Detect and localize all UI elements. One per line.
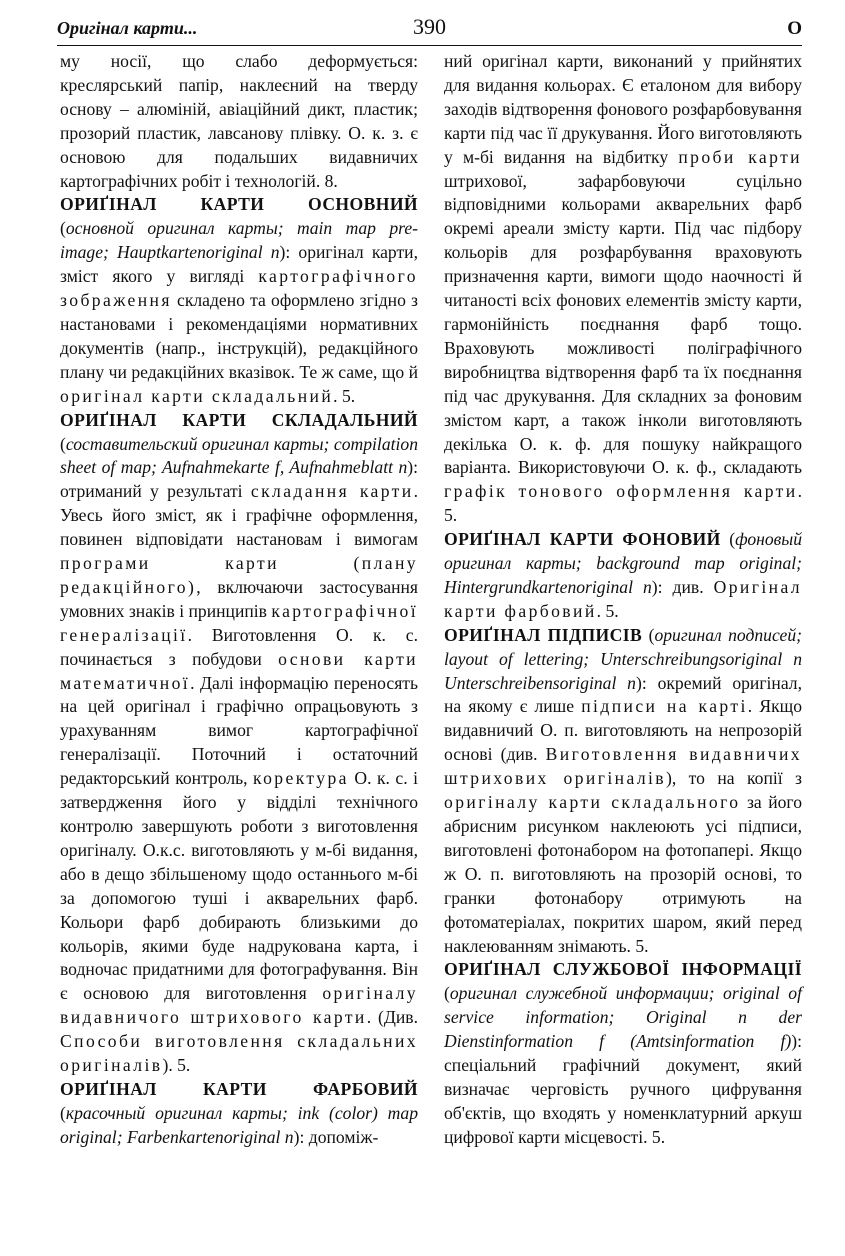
cross-reference: оригіналу карти складального bbox=[444, 792, 741, 813]
entry-equivalents: составительский оригинал карты; compilation sheet of map; Aufnahmekarte f, Aufnahmeblatt n bbox=[60, 433, 418, 478]
section-letter: О bbox=[787, 18, 802, 39]
entry-text: . 5. bbox=[596, 600, 619, 621]
cross-reference: складання карти bbox=[250, 481, 414, 502]
dictionary-entry bbox=[60, 193, 418, 408]
entry-text: ): допоміж- bbox=[293, 1126, 379, 1147]
entry-text: , включаючи застосування умовних знаків і принципів bbox=[60, 576, 418, 621]
entry-text: ): отриманий у результаті bbox=[60, 457, 418, 502]
entry-text: ): окремий оригінал, на якому є лише bbox=[444, 672, 802, 717]
entry-text: . 5. bbox=[333, 385, 356, 406]
cross-reference: підписи на карті bbox=[581, 696, 748, 717]
entry-term: ОРИҐІНАЛ ПІДПИСІВ bbox=[444, 624, 643, 645]
dictionary-entry bbox=[60, 409, 418, 1078]
entry-equivalents: основной оригинал карты; main map pre-image; Hauptkartenoriginal n bbox=[60, 218, 418, 263]
entry-term: ОРИҐІНАЛ СЛУЖБОВОЇ ІНФОРМАЦІЇ bbox=[444, 959, 802, 980]
entry-equivalents: оригинал подписей; layout of lettering; Unterschreibungsoriginal n Unterschreibensoriginal n bbox=[444, 624, 803, 693]
entry-text: ний оригінал карти, виконаний у прийнятих для видання кольорах. Є еталоном для вибору заходів відтворення фонового розфарбовування карти під час її друкування. Його виготовляють у м-бі видання на відбитку bbox=[444, 51, 802, 167]
entry-text: ), то на копії з bbox=[666, 768, 802, 789]
cross-reference: коректура bbox=[253, 768, 349, 789]
entry-text: . (Див. bbox=[366, 1007, 419, 1028]
cross-reference: графік тонового оформлення карти bbox=[444, 481, 798, 502]
entry-text: му носії, що слабо деформується: креслярський папір, наклеєний на тверду основу – алюміній, авіаційний дикт, пластик; прозорий пластик, лавсанову плівку. О. к. з. є основою для подальших видавничих картографічних робіт і технологій. 8. bbox=[60, 51, 418, 191]
entry-equivalents: оригинал служебной информации; original of service information; Original n der Dienstinformation f (Amtsinformation f) bbox=[444, 983, 802, 1052]
cross-reference: оригінал карти складальний bbox=[60, 385, 334, 406]
dictionary-entry bbox=[444, 624, 802, 959]
cross-reference: Способи виготовлення складальних оригіналів bbox=[60, 1031, 418, 1076]
entry-text: ( bbox=[60, 433, 66, 454]
header-rule bbox=[57, 45, 802, 46]
entry-term: ОРИҐІНАЛ КАРТИ ФАРБОВИЙ bbox=[60, 1078, 418, 1099]
dictionary-entry bbox=[444, 958, 802, 1149]
cross-reference: програми карти (плану редакційного) bbox=[60, 553, 418, 597]
entry-text: ( bbox=[60, 1102, 66, 1123]
running-header bbox=[57, 14, 802, 42]
entry-text: . Далі інформацію переносять на цей оригінал і графічно опрацьовують з урахуванням вимог картографічної генералізації. Поточний і остаточний редакторський контроль, bbox=[60, 672, 418, 789]
entry-text: ). 5. bbox=[162, 1055, 191, 1076]
cross-reference: оригіналу видавничого штрихового карти bbox=[60, 983, 418, 1028]
left-column bbox=[60, 50, 418, 1150]
entry-text: О. к. с. і затвердження його у відділі технічного контролю завершують роботи з виготовлення оригіналу. О.к.с. виготовляють у м-бі видання, або в дещо збільшеному щодо останнього м-бі за допомогою туші і акварельних фарб. Кольори фарб добирають близькими до кольорів, якими буде надрукована карта, і водночас придатними для фотографування. Він є основою для виготовлення bbox=[60, 768, 418, 1004]
entry-term: ОРИҐІНАЛ КАРТИ ФОНОВИЙ bbox=[444, 529, 721, 550]
entry-text: штрихової, зафарбовуючи суцільно відповідними кольорами акварельних фарб окремі ареали змісту карти. Під час підбору кольорів для розфарбування враховують призначення карти, вимоги щодо наочності й читаності всіх фонових елементів змісту карти, гармонійність поєднання фарб тощо. Враховують можливості поліграфічного виробництва відтворення фарб та їх поєднання під час друкування. Для складних за фоновим змістом карт, а також інколи виготовляють декілька О. к. ф. для пошуку найкращого варіанта. Використовуючи О. к. ф., складають bbox=[444, 170, 802, 478]
entry-equivalents: красочный оригинал карты; ink (color) map original; Farbenkartenoriginal n bbox=[60, 1102, 418, 1147]
running-title: Оригінал карти... bbox=[57, 18, 198, 38]
cross-reference: картографічної генералізації bbox=[60, 600, 418, 645]
page-number: 390 bbox=[413, 14, 446, 39]
entry-text: . Якщо видавничий О. п. виготовляють на непрозорій основі (див. bbox=[444, 696, 802, 765]
entry-text: ): див. bbox=[651, 576, 714, 597]
cross-reference: проби карти bbox=[678, 146, 802, 167]
entry-text: ): оригінал карти, зміст якого у вигляді bbox=[60, 242, 418, 287]
entry-equivalents: фоновый оригинал карты; background map original; Hintergrundkartenoriginal n bbox=[444, 529, 802, 597]
entry-text: складено та оформлено згідно з настановами і рекомендаціями нормативних документів (напр., інструкцій), редакційного плану чи редакційних вказівок. Те ж саме, що й bbox=[60, 290, 418, 382]
entry-text: ( bbox=[444, 983, 450, 1004]
right-column bbox=[444, 50, 802, 1150]
dictionary-entry bbox=[444, 528, 802, 624]
entry-text: . Виготовлення О. к. с. починається з побудови bbox=[60, 624, 418, 669]
entry-text: . Увесь його зміст, як і графічне оформлення, повинен відповідати настановам і вимогам bbox=[60, 481, 418, 550]
cross-reference: картографічного зображення bbox=[60, 266, 418, 311]
entry-term: ОРИҐІНАЛ КАРТИ ОСНОВНИЙ bbox=[60, 194, 418, 215]
entry-text: за його абрисним рисунком наклеюють усі підписи, виготовлені фотонабором на фотопапері. Якщо ж О. п. виготовляють на прозорій основі, то гранки фотонабору отримують на фотоматеріалах, покритих шаром, який перед наклеюванням знімають. 5. bbox=[444, 792, 802, 956]
cross-reference: Виготовлення видавничих штрихових оригіналів bbox=[444, 744, 802, 789]
dictionary-entry bbox=[60, 50, 418, 193]
entry-text: ): спеціальний графічний документ, який визначає черговість ручного цифрування об'єктів, що входять у номенклатурний аркуш цифрової карти місцевості. 5. bbox=[444, 1031, 802, 1147]
cross-reference: Оригінал карти фарбовий bbox=[444, 576, 802, 621]
cross-reference: основи карти математичної bbox=[60, 648, 418, 693]
entry-term: ОРИҐІНАЛ КАРТИ СКЛАДАЛЬНИЙ bbox=[60, 409, 418, 430]
dictionary-entry bbox=[444, 50, 802, 528]
entry-text: ( bbox=[60, 218, 66, 239]
dictionary-entry bbox=[60, 1078, 418, 1150]
entry-text: . 5. bbox=[444, 481, 802, 526]
entry-text: ( bbox=[642, 624, 655, 645]
entry-text: ( bbox=[720, 529, 736, 550]
